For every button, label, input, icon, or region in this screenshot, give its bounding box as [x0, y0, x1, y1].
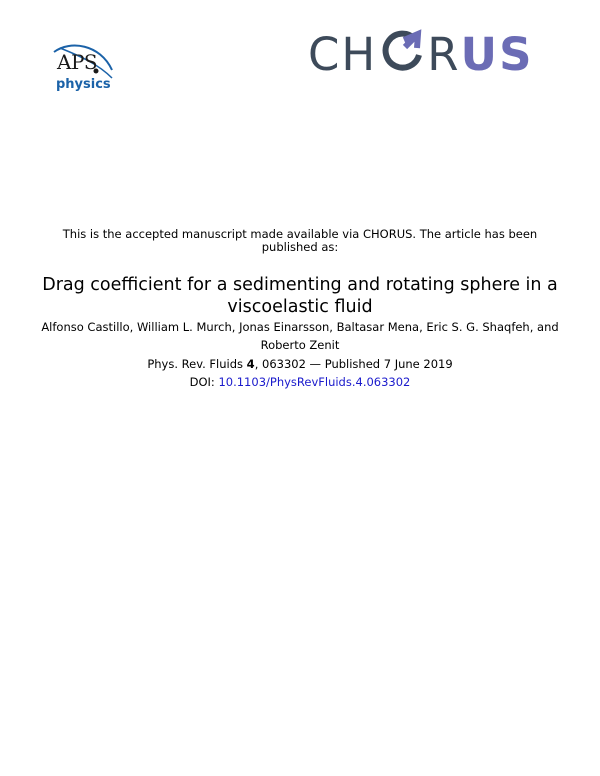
doi-label: DOI: — [189, 375, 219, 389]
citation-line — [50, 355, 550, 373]
publication-info: , 063302 — Published 7 June 2019 — [254, 357, 453, 371]
doi-link[interactable]: 10.1103/PhysRevFluids.4.063302 — [218, 375, 411, 389]
aps-logo-subtext: physics — [56, 77, 111, 92]
aps-logo-text: APS — [57, 50, 98, 74]
journal-volume: 4 — [246, 357, 255, 371]
journal-name: Phys. Rev. Fluids — [147, 357, 244, 371]
chorus-o-arrow-icon — [379, 29, 425, 74]
chorus-logo-text-start: CH — [308, 28, 378, 81]
chorus-logo — [308, 27, 534, 83]
doi-line — [50, 373, 550, 391]
aps-physics-logo — [50, 40, 120, 98]
article-title: Drag coefficient for a sedimenting and rotating sphere in a viscoelastic fluid — [42, 275, 558, 317]
manuscript-notice: This is the accepted manuscript made available via CHORUS. The article has been published as: — [62, 227, 538, 254]
chorus-logo-text-mid: R — [427, 28, 461, 81]
chorus-logo-text-end: US — [460, 28, 534, 81]
article-authors: Alfonso Castillo, William L. Murch, Jonas Einarsson, Baltasar Mena, Eric S. G. Shaqfeh, and Roberto Zenit — [41, 320, 559, 352]
